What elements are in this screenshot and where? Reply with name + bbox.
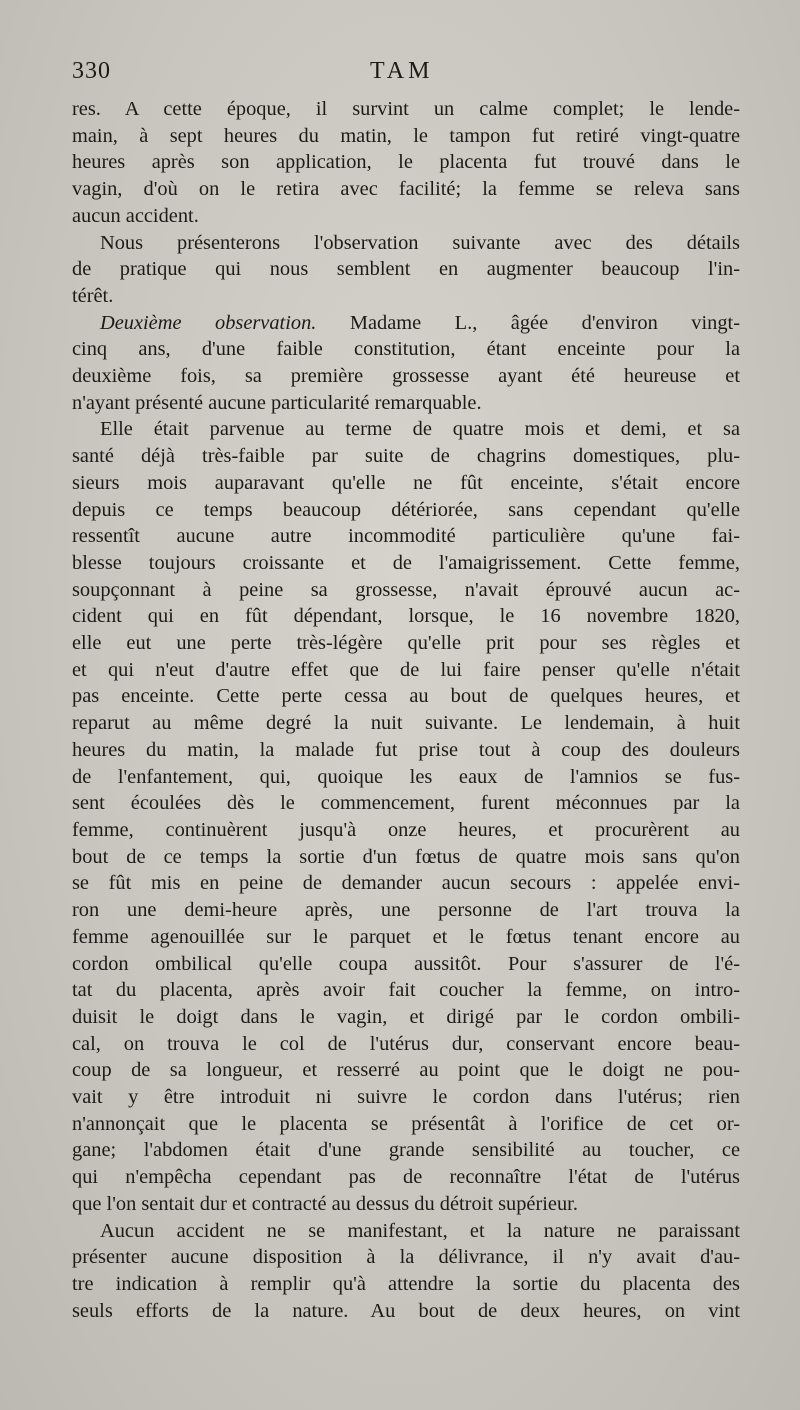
text-line: présenter aucune disposition à la délivrance, il n'y avait d'au- bbox=[72, 1246, 740, 1269]
text-line: gane; l'abdomen était d'une grande sensibilité au toucher, ce bbox=[72, 1139, 740, 1162]
text-line: duisit le doigt dans le vagin, et dirigé par le cordon ombili- bbox=[72, 1005, 740, 1028]
text-line: elle eut une perte très-légère qu'elle prit pour ses règles et bbox=[72, 632, 740, 655]
text-line: Nous présenterons l'observation suivante avec des détails bbox=[100, 231, 740, 254]
text-line: coup de sa longueur, et resserré au point que le doigt ne pou- bbox=[72, 1059, 740, 1082]
text-line: soupçonnant à peine sa grossesse, n'avait éprouvé aucun ac- bbox=[72, 578, 740, 601]
text-line: sieurs mois auparavant qu'elle ne fût enceinte, s'était encore bbox=[72, 471, 740, 494]
text-line: vait y être introduit ni suivre le cordon dans l'utérus; rien bbox=[72, 1086, 740, 1109]
text-line: térêt. bbox=[72, 284, 114, 307]
text-line: tat du placenta, après avoir fait coucher la femme, on intro- bbox=[72, 979, 740, 1002]
text-line: heures après son application, le placenta fut trouvé dans le bbox=[72, 151, 740, 174]
text-line: femme agenouillée sur le parquet et le fœtus tenant encore au bbox=[72, 925, 740, 948]
text-line: cal, on trouva le col de l'utérus dur, conservant encore beau- bbox=[72, 1032, 740, 1055]
running-title: TAM bbox=[370, 58, 434, 84]
text-line: main, à sept heures du matin, le tampon fut retiré vingt-quatre bbox=[72, 124, 740, 147]
page-number: 330 bbox=[72, 58, 111, 84]
text-line: vagin, d'où on le retira avec facilité; la femme se releva sans bbox=[72, 178, 740, 201]
body-text bbox=[72, 96, 740, 1324]
text-fragment: Madame L., âgée d'environ vingt- bbox=[349, 311, 740, 334]
text-line: ressentît aucune autre incommodité particulière qu'une fai- bbox=[72, 525, 740, 548]
text-line: qui n'empêcha cependant pas de reconnaître l'état de l'utérus bbox=[72, 1166, 740, 1189]
running-head bbox=[72, 58, 740, 96]
text-line: n'annonçait que le placenta se présentât à l'orifice de cet or- bbox=[72, 1112, 740, 1135]
text-line: bout de ce temps la sortie d'un fœtus de quatre mois sans qu'on bbox=[72, 845, 740, 868]
text-line: et qui n'eut d'autre effet que de lui faire penser qu'elle n'était bbox=[72, 658, 740, 681]
text-line: n'ayant présenté aucune particularité remarquable. bbox=[72, 391, 482, 414]
text-line: seuls efforts de la nature. Au bout de deux heures, on vint bbox=[72, 1299, 740, 1322]
text-line: cinq ans, d'une faible constitution, étant enceinte pour la bbox=[72, 338, 740, 361]
text-line: depuis ce temps beaucoup détériorée, sans cependant qu'elle bbox=[72, 498, 740, 521]
text-line: femme, continuèrent jusqu'à onze heures, et procurèrent au bbox=[72, 818, 740, 841]
text-line: deuxième fois, sa première grossesse ayant été heureuse et bbox=[72, 365, 740, 388]
text-line: blesse toujours croissante et de l'amaigrissement. Cette femme, bbox=[72, 551, 740, 574]
text-line: de pratique qui nous semblent en augmenter beaucoup l'in- bbox=[72, 258, 740, 281]
text-line: aucun accident. bbox=[72, 204, 199, 227]
text-line: heures du matin, la malade fut prise tout à coup des douleurs bbox=[72, 738, 740, 761]
text-line: tre indication à remplir qu'à attendre la sortie du placenta des bbox=[72, 1272, 740, 1295]
text-line: cident qui en fût dépendant, lorsque, le 16 novembre 1820, bbox=[72, 605, 740, 628]
text-line: se fût mis en peine de demander aucun secours : appelée envi- bbox=[72, 872, 740, 895]
observation-heading: Deuxième observation. bbox=[100, 311, 317, 334]
text-line: reparut au même degré la nuit suivante. Le lendemain, à huit bbox=[72, 712, 740, 735]
text-line: Aucun accident ne se manifestant, et la nature ne paraissant bbox=[100, 1219, 740, 1242]
text-line: pas enceinte. Cette perte cessa au bout de quelques heures, et bbox=[72, 685, 740, 708]
text-line: sent écoulées dès le commencement, furent méconnues par la bbox=[72, 792, 740, 815]
text-line: de l'enfantement, qui, quoique les eaux de l'amnios se fus- bbox=[72, 765, 740, 788]
text-line: santé déjà très-faible par suite de chagrins domestiques, plu- bbox=[72, 445, 740, 468]
book-page bbox=[72, 58, 740, 1324]
text-line: que l'on sentait dur et contracté au dessus du détroit supérieur. bbox=[72, 1192, 578, 1215]
text-line: res. A cette époque, il survint un calme complet; le lende- bbox=[72, 98, 740, 120]
text-line: cordon ombilical qu'elle coupa aussitôt. Pour s'assurer de l'é- bbox=[72, 952, 740, 975]
text-line: Elle était parvenue au terme de quatre mois et demi, et sa bbox=[100, 418, 740, 441]
observation-line bbox=[72, 310, 740, 337]
text-line: ron une demi-heure après, une personne de l'art trouva la bbox=[72, 899, 740, 922]
